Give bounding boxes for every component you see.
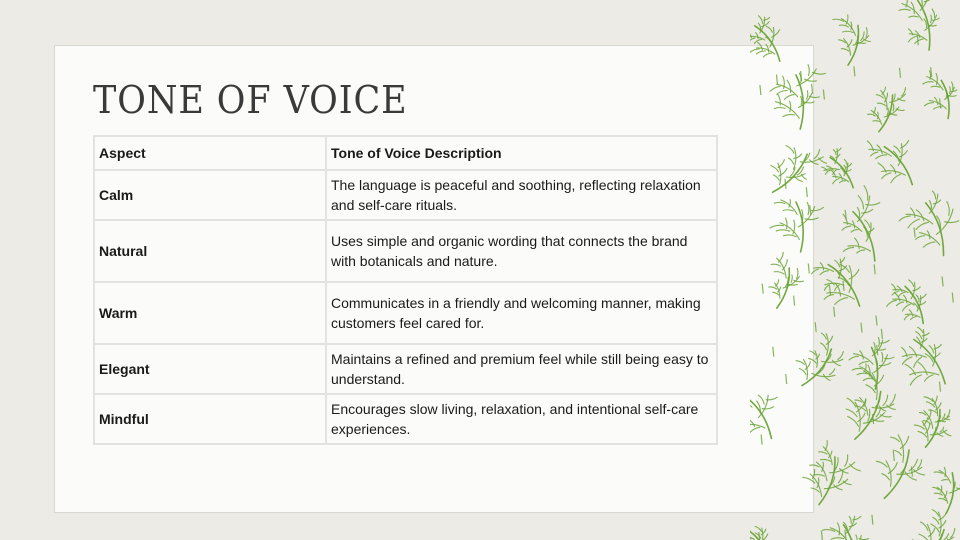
aspect-cell: Natural: [94, 220, 326, 282]
tone-of-voice-table: [93, 135, 718, 445]
description-cell: The language is peaceful and soothing, reflecting relaxation and self-care rituals.: [326, 170, 717, 220]
aspect-cell: Warm: [94, 282, 326, 344]
aspect-cell: Elegant: [94, 344, 326, 394]
table-row: [94, 344, 717, 394]
column-header-aspect: Aspect: [94, 136, 326, 170]
description-cell: Encourages slow living, relaxation, and intentional self-care experiences.: [326, 394, 717, 444]
description-cell: Uses simple and organic wording that connects the brand with botanicals and nature.: [326, 220, 717, 282]
aspect-cell: Mindful: [94, 394, 326, 444]
table-row: [94, 394, 717, 444]
description-cell: Communicates in a friendly and welcoming manner, making customers feel cared for.: [326, 282, 717, 344]
aspect-cell: Calm: [94, 170, 326, 220]
table-row: [94, 282, 717, 344]
description-cell: Maintains a refined and premium feel while still being easy to understand.: [326, 344, 717, 394]
table-row: [94, 170, 717, 220]
table-row: [94, 220, 717, 282]
slide-title: TONE OF VOICE: [93, 78, 408, 122]
botanical-fern-pattern-icon: [750, 0, 960, 540]
table-header-row: [94, 136, 717, 170]
column-header-description: Tone of Voice Description: [326, 136, 717, 170]
